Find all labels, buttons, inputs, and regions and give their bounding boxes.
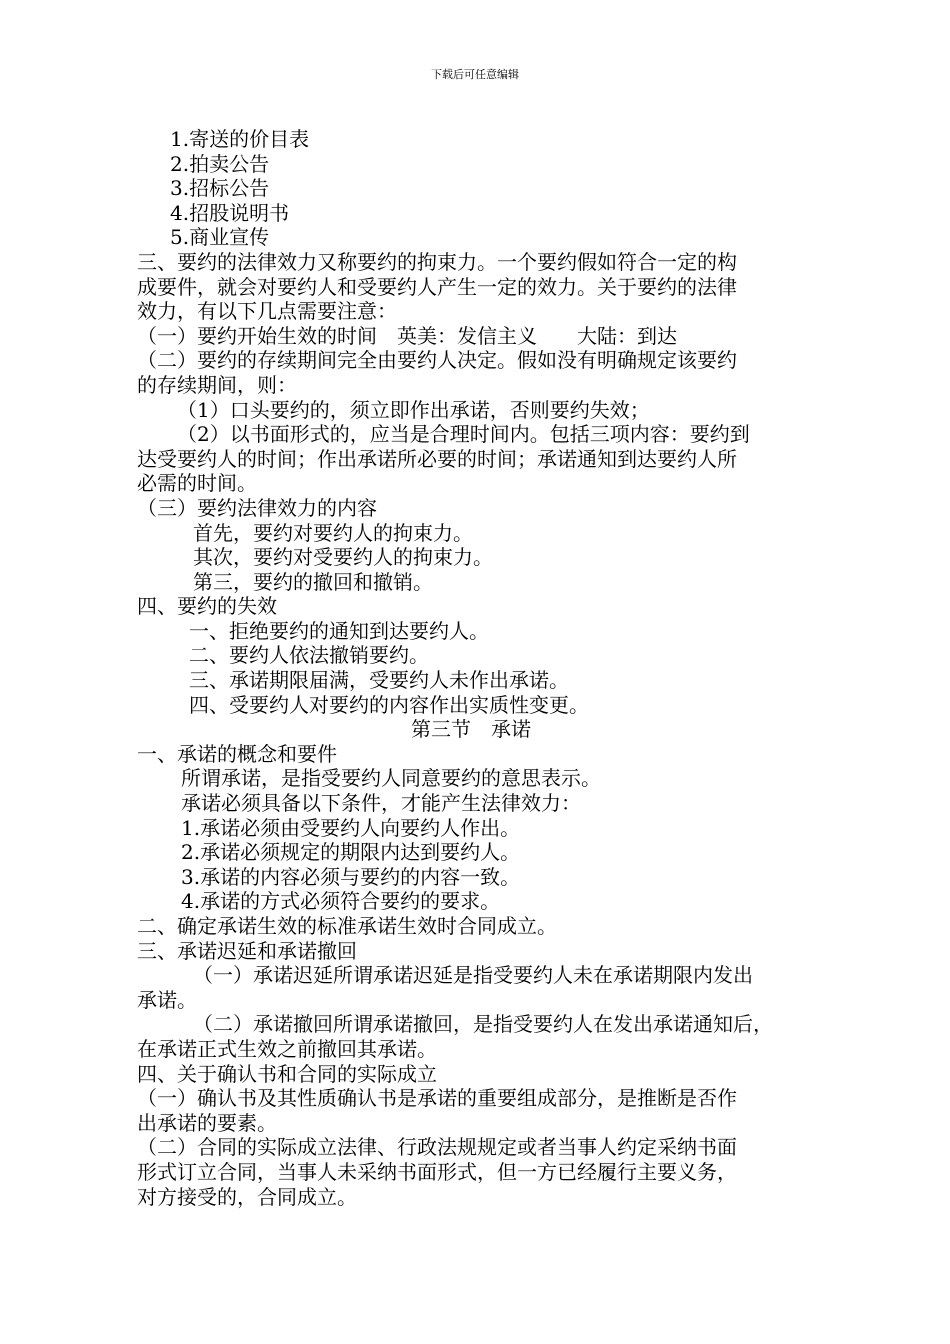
text-line: 二、确定承诺生效的标准承诺生效时合同成立。 bbox=[137, 914, 557, 938]
text-line: 其次，要约对受要约人的拘束力。 bbox=[193, 545, 493, 570]
text-line: 4.承诺的方式必须符合要约的要求。 bbox=[181, 889, 501, 914]
text-line: （二）要约的存续期间完全由要约人决定。假如没有明确规定该要约 bbox=[137, 348, 737, 373]
text-line: 5.商业宣传 bbox=[170, 225, 270, 250]
text-line: 一、承诺的概念和要件 bbox=[137, 741, 337, 766]
text-line: （一）承诺迟延所谓承诺迟延是指受要约人未在承诺期限内发出 bbox=[193, 963, 753, 988]
text-line: 2.拍卖公告 bbox=[170, 151, 270, 176]
page-header: 下载后可任意编辑 bbox=[431, 68, 519, 81]
text-line: 成要件，就会对要约人和受要约人产生一定的效力。关于要约的法律 bbox=[137, 274, 737, 299]
text-line: 第三，要约的撤回和撤销。 bbox=[193, 569, 433, 594]
text-line: （一）确认书及其性质确认书是承诺的重要组成部分，是推断是否作 bbox=[137, 1086, 737, 1111]
text-line: 3.招标公告 bbox=[170, 176, 270, 201]
text-line: （二）承诺撤回所谓承诺撤回，是指受要约人在发出承诺通知后， bbox=[193, 1012, 773, 1037]
text-line: 形式订立合同，当事人未采纳书面形式，但一方已经履行主要义务， bbox=[137, 1159, 737, 1184]
text-line: （1）口头要约的，须立即作出承诺，否则要约失效； bbox=[177, 397, 650, 422]
text-line: 二、要约人依法撤销要约。 bbox=[189, 643, 429, 668]
text-line: 2.承诺必须规定的期限内达到要约人。 bbox=[181, 840, 521, 865]
text-line: 达受要约人的时间；作出承诺所必要的时间；承诺通知到达要约人所 bbox=[137, 446, 737, 471]
document-body bbox=[137, 127, 837, 1209]
text-line: 必需的时间。 bbox=[137, 471, 257, 496]
text-line: 的存续期间，则： bbox=[137, 372, 297, 397]
text-line: 效力，有以下几点需要注意： bbox=[137, 299, 397, 324]
text-line: 一、拒绝要约的通知到达要约人。 bbox=[189, 618, 489, 643]
text-line: 对方接受的，合同成立。 bbox=[137, 1184, 357, 1209]
text-line: （一）要约开始生效的时间 英美：发信主义 大陆：到达 bbox=[137, 323, 677, 348]
text-line: 承诺必须具备以下条件，才能产生法律效力： bbox=[181, 791, 581, 816]
text-line: 四、受要约人对要约的内容作出实质性变更。 bbox=[189, 692, 589, 717]
text-line: 首先，要约对要约人的拘束力。 bbox=[193, 520, 473, 545]
text-line: 出承诺的要素。 bbox=[137, 1110, 277, 1135]
text-line: 三、承诺期限届满，受要约人未作出承诺。 bbox=[189, 668, 569, 693]
text-line: 三、承诺迟延和承诺撤回 bbox=[137, 938, 357, 963]
text-line: 四、要约的失效 bbox=[137, 594, 277, 619]
text-line: （2）以书面形式的，应当是合理时间内。包括三项内容：要约到 bbox=[177, 422, 750, 447]
text-line: 所谓承诺，是指受要约人同意要约的意思表示。 bbox=[181, 766, 601, 791]
text-line: （三）要约法律效力的内容 bbox=[137, 495, 377, 520]
text-line: 第三节 承诺 bbox=[411, 717, 531, 742]
text-line: 三、要约的法律效力又称要约的拘束力。一个要约假如符合一定的构 bbox=[137, 249, 737, 274]
text-line: 承诺。 bbox=[137, 987, 197, 1012]
text-line: 3.承诺的内容必须与要约的内容一致。 bbox=[181, 864, 521, 889]
text-line: 4.招股说明书 bbox=[170, 200, 290, 225]
text-line: 1.寄送的价目表 bbox=[170, 127, 310, 151]
text-line: 四、关于确认书和合同的实际成立 bbox=[137, 1061, 437, 1086]
text-line: （二）合同的实际成立法律、行政法规规定或者当事人约定采纳书面 bbox=[137, 1135, 737, 1160]
text-line: 1.承诺必须由受要约人向要约人作出。 bbox=[181, 815, 521, 840]
text-line: 在承诺正式生效之前撤回其承诺。 bbox=[137, 1036, 437, 1061]
